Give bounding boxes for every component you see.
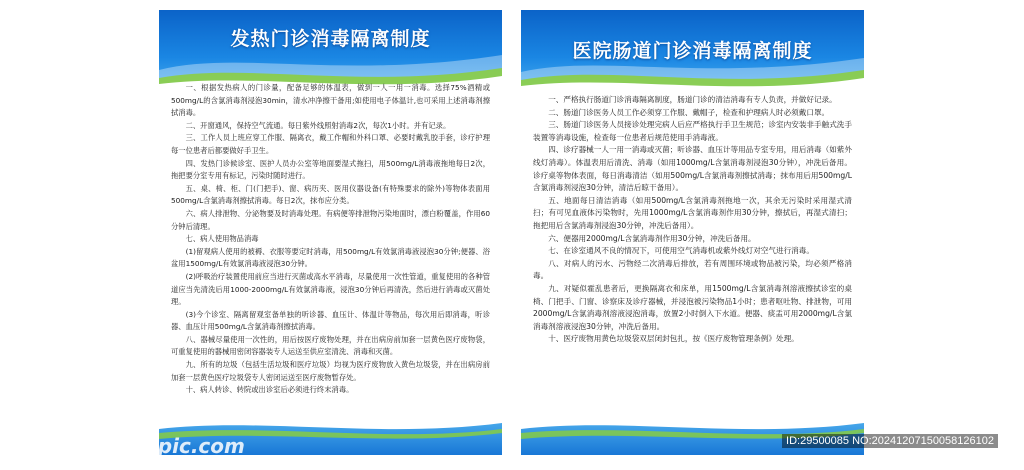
- paragraph: 三、肠道门诊医务人员接诊处理完病人后应严格执行手卫生规范；诊室内安装非手触式洗手装置等消毒设施，检查每一位患者后规范使用手消毒液。: [533, 120, 852, 142]
- paragraph: 九、对疑似霍乱患者后，更换隔离衣和床单，用1500mg/L含氯消毒剂溶液擦拭诊室的桌椅、门把手、门窗、诊察床及诊疗器械，并浸泡被污染物品1小时；患者呕吐物、排泄物，可用2000mg/L含氯消毒剂溶液浸泡消毒，放置2小时倒入下水道。便器、痰盂可用2000mg/L含氯消毒剂溶液浸泡30分钟，冲洗后备用。: [533, 283, 852, 331]
- paragraph: 二、肠道门诊医务人员工作必须穿工作服、戴帽子，检查和护理病人时必须戴口罩。: [548, 107, 830, 117]
- paragraph: 十、医疗废物用黄色垃圾袋双层闭封包扎，按《医疗废物管理条例》处理。: [548, 334, 799, 344]
- paragraph: (1)留观病人使用的被褥、衣服等要定时消毒，用500mg/L有效氯消毒液浸泡30分钟;便器、浴盆用1500mg/L有效氯消毒液浸泡30分钟。: [171, 246, 490, 269]
- paragraph: 九、所有的垃圾（包括生活垃圾和医疗垃圾）均视为医疗废物放入黄色垃圾袋，并在出病房前加套一层黄色医疗垃圾袋专人密闭运送至医疗废物暂存处。: [171, 360, 490, 382]
- right-board-content: [533, 94, 852, 346]
- paragraph: 七、在诊室通风不良的情况下，可使用空气消毒机或紫外线灯对空气进行消毒。: [548, 246, 814, 256]
- paragraph: 十、病人转诊、转院或出诊室后必须进行终末消毒。: [185, 385, 354, 395]
- paragraph: 一、严格执行肠道门诊消毒隔离制度，肠道门诊的清洁消毒有专人负责，并做好记录。: [548, 95, 837, 104]
- left-notice-board: [159, 10, 502, 455]
- site-watermark: 昵享网 www.nipic.com: [8, 434, 245, 458]
- image-id-watermark: ID:29500085 NO:20241207150058126102: [782, 434, 998, 448]
- paragraph: 五、地面每日清洁消毒（如用500mg/L含氯消毒剂拖地一次，其余无污染时采用湿式清扫；有可见血液体污染物时，先用1000mg/L含氯消毒剂作用30分钟，擦拭后，再湿式清扫；拖把用后含氯消毒剂浸泡30分钟，冲洗后备用）。: [533, 195, 852, 230]
- right-board-title: 医院肠道门诊消毒隔离制度: [572, 40, 813, 62]
- paragraph: 四、诊疗器械一人一用一消毒或灭菌；听诊器、血压计等用品专室专用，用后消毒（如紫外线灯消毒）。体温表用后清洗、消毒（如用1000mg/L含氯消毒剂浸泡30分钟），冲洗后备用。诊疗桌等物体表面，每日消毒清洁（如用500mg/L含氯消毒剂擦拭消毒；抹布用后用500mg/L含氯消毒剂浸泡30分钟，清洁后晾干备用）。: [533, 145, 852, 193]
- paragraph: (3)今个诊室、隔离留观室备单独的听诊器、血压计、体温计等物品，每次用后即消毒，听诊器、血压计用500mg/L含氯消毒剂擦拭消毒。: [171, 309, 490, 332]
- paragraph: 二、开窗通风，保持空气流通。每日紫外线照射消毒2次，每次1小时。并有记录。: [185, 120, 451, 130]
- paragraph: 六、病人排泄物、分泌物要及时消毒处理。有病便等排泄物污染地面时，漂白粉覆盖，作用60分钟后清理。: [171, 208, 490, 231]
- paragraph: 八、对病人的污水、污物经二次消毒后排放，若有周围环境或物品被污染，均必须严格消毒。: [533, 258, 852, 281]
- paragraph: 四、发热门诊候诊室、医护人员办公室等地面要湿式拖扫，用500mg/L消毒液拖地每日2次，拖把要分室专用有标记，污染时随时进行。: [171, 158, 490, 181]
- right-notice-board: [521, 10, 864, 455]
- paragraph: (2)呼吸治疗装置使用前应当进行灭菌或高水平消毒，尽量使用一次性管道，重复使用的各种管道应当先清洗后用1000-2000mg/L有效氯消毒液，浸泡30分钟后再清洗，然后进行消毒或灭菌处理。: [171, 271, 490, 307]
- paragraph: 六、便器用2000mg/L含氯消毒剂作用30分钟，冲洗后备用。: [548, 233, 756, 243]
- paragraph: 一、根据发热病人的门诊量，配备足够的体温表，做到一人一用一消毒。选择75%酒精或500mg/L的含氯消毒剂浸泡30min，清水冲净擦干备用;如使用电子体温计,也可采用上述消毒剂擦拭消毒。: [171, 83, 490, 118]
- paragraph: 五、桌、椅、柜、门(门把手)、窗、病历夹、医用仪器设备(有特殊要求的除外)等物体表面用500mg/L含氯消毒剂擦拭消毒。每日2次，抹布应分类。: [171, 183, 490, 206]
- paragraph: 三、工作人员上班应穿工作服、隔离衣，戴工作帽和外科口罩、必要时戴乳胶手套，诊疗护理每一位患者后都要做好手卫生。: [171, 133, 490, 155]
- paragraph: 八、器械尽量使用一次性的，用后按医疗废物处理，并在出病房前加套一层黄色医疗废物袋，可重复使用的器械用密闭容器装专人运送至供应室清洗、消毒和灭菌。: [171, 334, 490, 357]
- left-board-content: [171, 82, 490, 397]
- paragraph: 七、病人使用物品消毒: [185, 234, 259, 244]
- right-board-header: [521, 10, 864, 96]
- left-board-title: 发热门诊消毒隔离制度: [230, 28, 431, 50]
